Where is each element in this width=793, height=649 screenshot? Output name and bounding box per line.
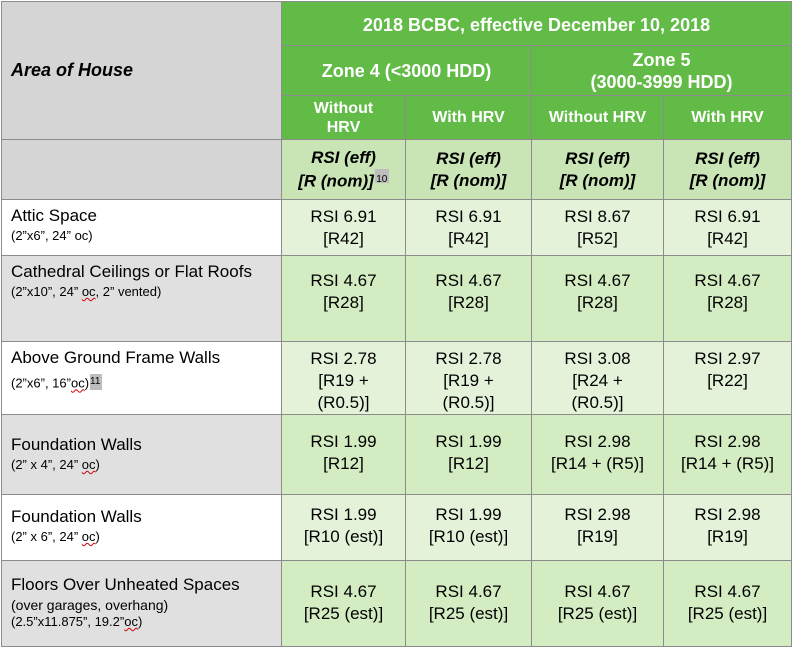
value-cell [664,256,792,342]
table-row [2,561,792,647]
r-value: [R19] [577,527,618,546]
rsi-value: RSI 4.67 [310,271,377,290]
rsi-value: RSI 6.91 [435,207,502,226]
value-cell [532,256,664,342]
r-value: [R42] [707,229,748,248]
rsi-value: RSI 6.91 [694,207,761,226]
rsi-value: RSI 1.99 [435,505,502,524]
table-row [2,256,792,342]
row-name: Cathedral Ceilings or Flat Roofs [11,262,252,281]
r-value: [R22] [707,371,748,390]
row-framing: (2”x6”, 24” oc) [11,228,93,243]
zone5-hdd: (3000-3999 HDD) [590,71,733,92]
r-value: [R25 (est)] [303,604,384,623]
row-name: Floors Over Unheated Spaces [11,575,240,594]
zone4-header: Zone 4 (<3000 HDD) [282,46,532,96]
without-hrv-line1: Without [313,99,374,117]
value-cell [664,415,792,495]
table-row [2,415,792,495]
units-r: [R (nom)] [559,170,636,190]
r-value: [R14 + (R5)] [680,454,775,473]
value-cell [282,415,406,495]
value-cell [406,342,532,415]
rsi-value: RSI 4.67 [564,271,631,290]
framing-text: (2.5”x11.875”, 19.2” [11,614,125,629]
r-value: [R19 + [318,371,369,390]
row-label [2,256,282,342]
zone5-with-hrv-header: With HRV [664,96,792,140]
r-value: [R24 + [572,371,623,390]
rsi-value: RSI 1.99 [310,505,377,524]
rsi-value: RSI 4.67 [435,271,502,290]
row-label [2,495,282,561]
rsi-value: RSI 4.67 [564,582,631,601]
units-rsi: RSI (eff) [565,148,630,168]
r-value: [R12] [448,454,489,473]
zone5-title: Zone 5 [632,49,691,70]
r-value: [R28] [448,293,489,312]
value-cell [406,495,532,561]
rsi-value: RSI 4.67 [694,582,761,601]
area-of-house-header: Area of House [2,2,282,140]
row-framing [11,457,281,473]
zone4-with-hrv-header: With HRV [406,96,532,140]
row-framing [11,284,281,300]
row-name: Attic Space [11,206,97,225]
framing-oc: oc [81,529,96,544]
without-hrv-line2: HRV [326,118,361,136]
units-header [532,140,664,200]
value-cell [406,561,532,647]
value-cell [664,342,792,415]
value-cell [532,415,664,495]
r-value: [R12] [323,454,364,473]
r-value: [R14 + (R5)] [550,454,645,473]
units-header [406,140,532,200]
zone4-without-hrv-header [282,96,406,140]
r-value: [R28] [577,293,618,312]
table-row [2,495,792,561]
framing-text: , 2” vented) [95,284,162,299]
r-value: [R42] [323,229,364,248]
footnote-marker-icon [90,374,102,390]
rsi-value: RSI 4.67 [310,582,377,601]
units-r: [R (nom)] [430,170,507,190]
row-label [2,200,282,256]
rsi-value: RSI 2.97 [694,349,761,368]
table-row [2,200,792,256]
rsi-value: RSI 8.67 [564,207,631,226]
footnote-10: 10 [376,173,388,185]
rsi-value: RSI 1.99 [435,432,502,451]
row-location: (over garages, overhang) [11,597,169,613]
rsi-value: RSI 2.98 [694,505,761,524]
r-value: [R25 (est)] [428,604,509,623]
rsi-value: RSI 3.08 [564,349,631,368]
zone5-without-hrv-header: Without HRV [532,96,664,140]
units-blank-cell [2,140,282,200]
row-framing [11,614,281,630]
framing-text: (2” x 6”, 24” [11,529,82,544]
r-value: [R25 (est)] [557,604,638,623]
rsi-value: RSI 2.78 [435,349,502,368]
r-value: [R19] [707,527,748,546]
row-name: Foundation Walls [11,435,142,454]
row-framing [11,374,281,391]
insulation-requirements-table [1,1,792,647]
rsi-value: RSI 2.98 [564,505,631,524]
value-cell [664,561,792,647]
r-value: [R10 (est)] [303,527,384,546]
row-framing [11,529,281,545]
units-header [282,140,406,200]
rsi-value: RSI 4.67 [694,271,761,290]
r-value: [R28] [323,293,364,312]
r-value: [R10 (est)] [428,527,509,546]
r-value-extra: (R0.5)] [571,393,624,412]
row-name: Above Ground Frame Walls [11,348,221,367]
rsi-value: RSI 1.99 [310,432,377,451]
value-cell [406,256,532,342]
row-name: Foundation Walls [11,507,142,526]
framing-text: ) [95,457,100,472]
footnote-11: 11 [90,376,101,387]
framing-oc: oc [81,284,96,299]
framing-oc: oc [70,375,85,391]
r-value: [R19 + [443,371,494,390]
units-r: [R (nom)] [298,171,374,191]
value-cell [664,495,792,561]
units-header [664,140,792,200]
rsi-value: RSI 2.78 [310,349,377,368]
r-value: [R25 (est)] [687,604,768,623]
framing-text: ) [84,375,90,391]
value-cell [532,495,664,561]
framing-text: (2”x10”, 24” [11,284,82,299]
table-row [2,342,792,415]
framing-text: (2”x6”, 16” [11,375,71,391]
value-cell [282,495,406,561]
row-label [2,415,282,495]
value-cell [532,342,664,415]
value-cell [532,200,664,256]
framing-text: ) [95,529,100,544]
units-rsi: RSI (eff) [695,148,760,168]
value-cell [406,200,532,256]
r-value-extra: (R0.5)] [317,393,370,412]
code-title-header: 2018 BCBC, effective December 10, 2018 [282,2,792,46]
value-cell [282,200,406,256]
value-cell [406,415,532,495]
value-cell [282,561,406,647]
rsi-value: RSI 2.98 [694,432,761,451]
rsi-value: RSI 4.67 [435,582,502,601]
framing-text: ) [137,614,143,629]
rsi-value: RSI 6.91 [310,207,377,226]
r-value-extra: (R0.5)] [442,393,495,412]
r-value: [R42] [448,229,489,248]
framing-text: (2” x 4”, 24” [11,457,82,472]
footnote-marker-icon [375,169,389,183]
rsi-value: RSI 2.98 [564,432,631,451]
value-cell [532,561,664,647]
zone5-header [532,46,792,96]
value-cell [664,200,792,256]
units-rsi: RSI (eff) [311,147,376,167]
row-label [2,342,282,415]
value-cell [282,342,406,415]
units-r: [R (nom)] [689,170,766,190]
value-cell [282,256,406,342]
framing-oc: oc [81,457,96,472]
framing-oc: oc [124,614,138,629]
units-rsi: RSI (eff) [436,148,501,168]
r-value: [R52] [577,229,618,248]
r-value: [R28] [707,293,748,312]
row-label [2,561,282,647]
